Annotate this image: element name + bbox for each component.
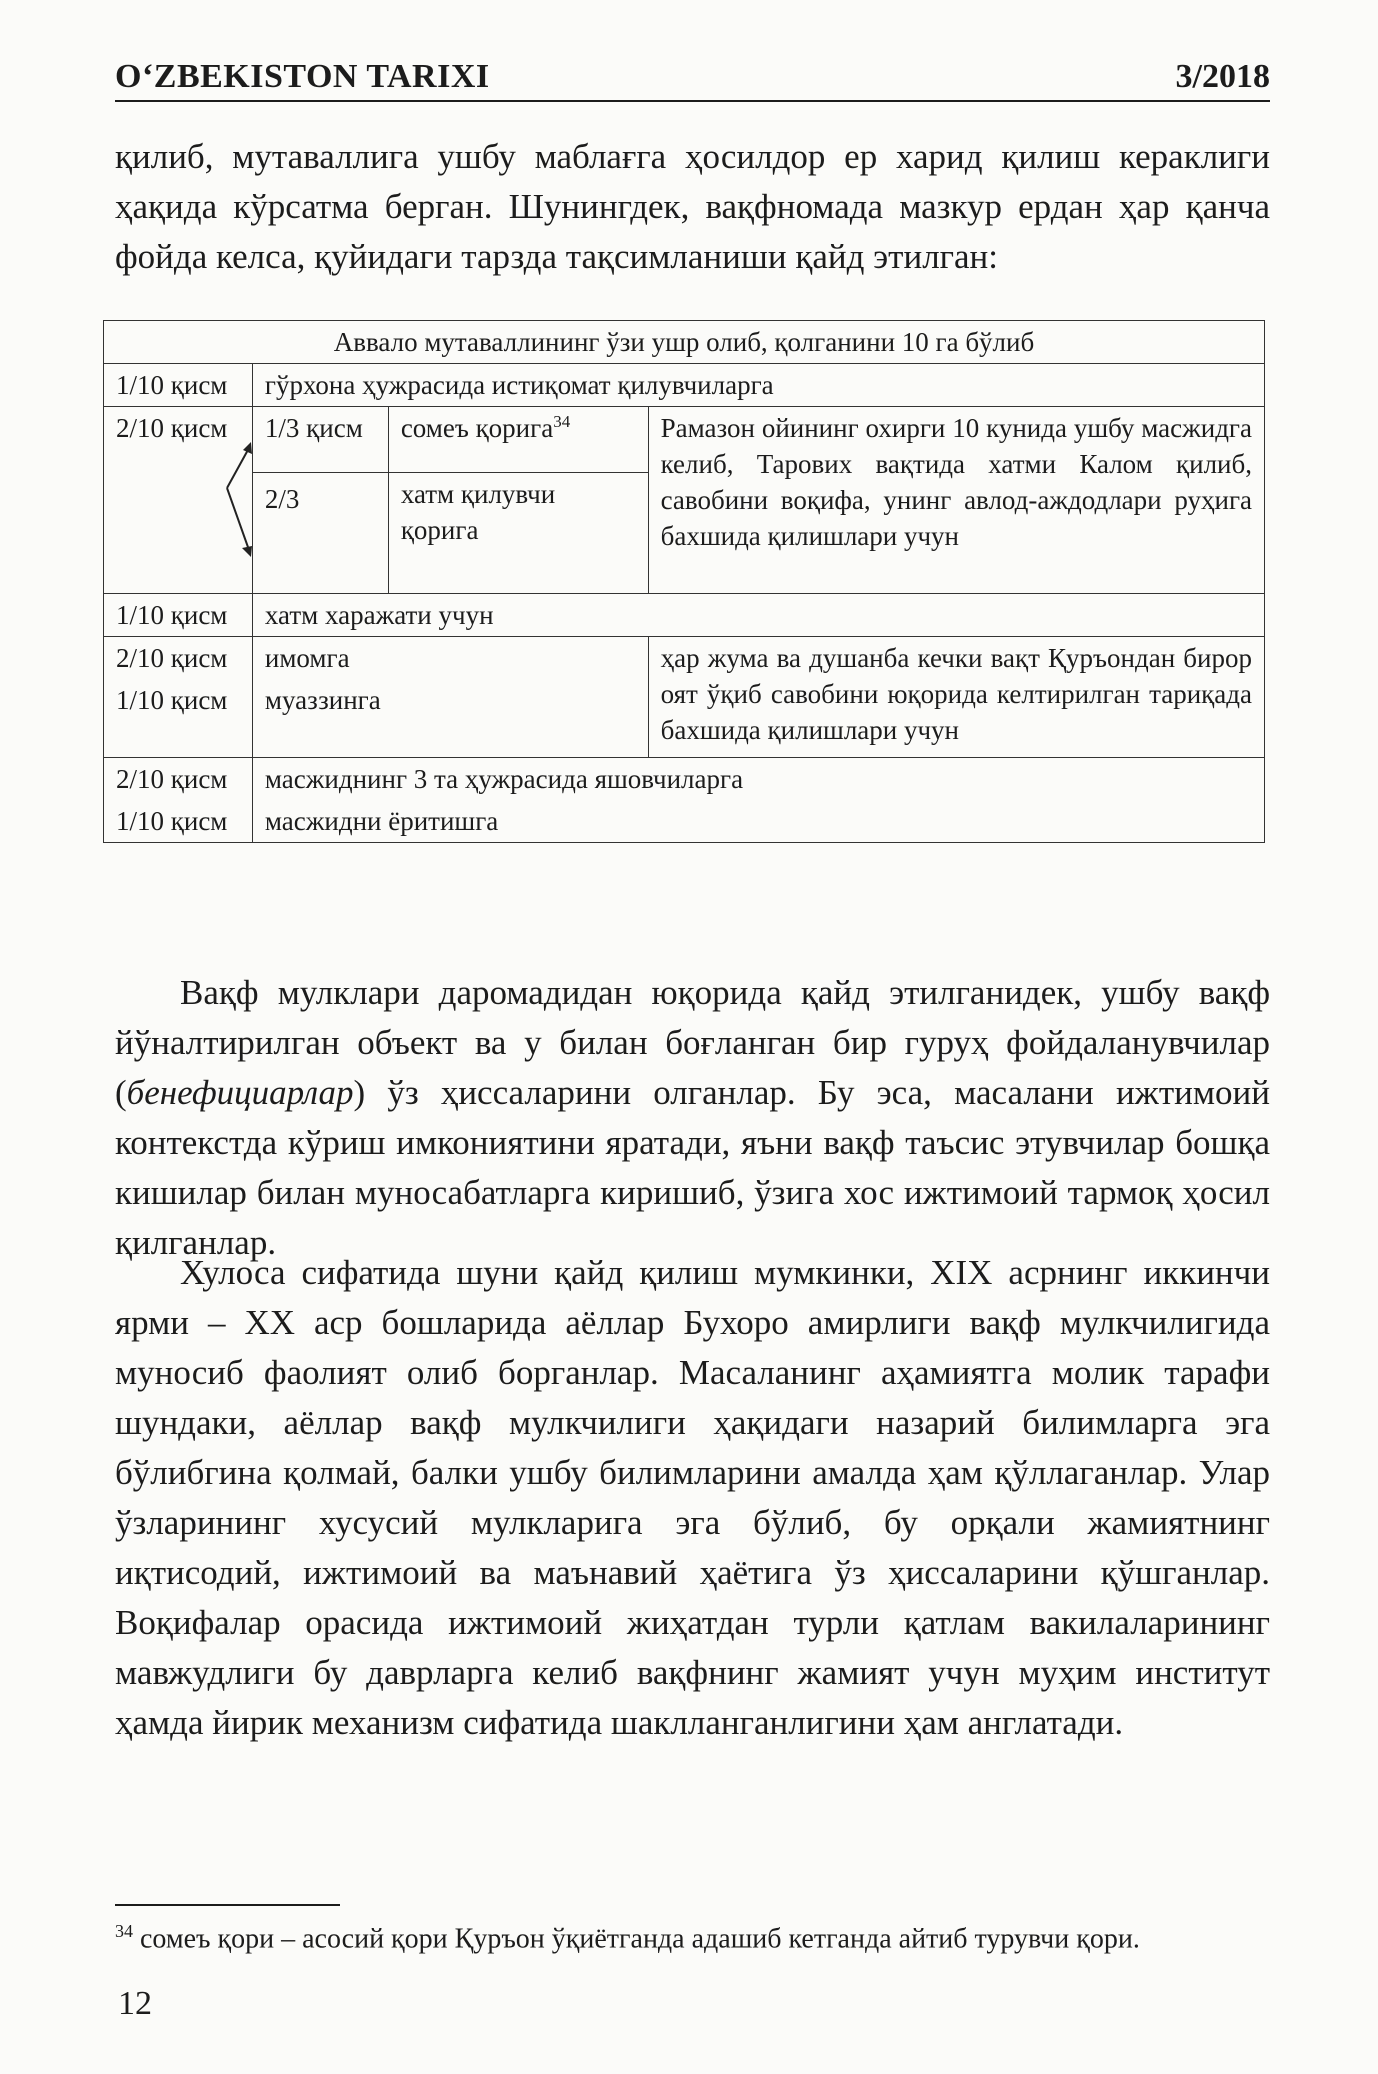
intro-paragraph: қилиб, мутаваллига ушбу маблағга ҳосилдор ер харид қилиш кераклиги ҳақида кўрсатма берган. Шунингдек, вақфномада мазкур ердан ҳар қанча фойда келса, қуйидаги тарзда тақсимланиши қайд этилган:: [115, 137, 1270, 276]
italic-term: бенефициарлар: [126, 1073, 354, 1112]
conclusion-paragraph: Хулоса сифатида шуни қайд қилиш мумкинки, XIX асрнинг иккинчи ярми – XX аср бошларида аёллар Бухоро амирлиги вақф мулкчилигида муносиб фаолият олиб борганлар. Масаланинг аҳамиятга молик тарафи шундаки, аёллар вақф мулкчилиги ҳақидаги назарий билимларга эга бўлибгина қолмай, балки ушбу билимларини амалда ҳам қўллаганлар. Улар ўзларининг хусусий мулкларига эга бўлиб, бу орқали жамиятнинг иқтисодий, ижтимоий ва маънавий ҳаётига ўз ҳиссаларини қўшганлар. Воқифалар орасида ижтимоий жиҳатдан турли қатлам вакилаларининг мавжудлиги бу даврларга келиб вақфнинг жамият учун муҳим институт ҳамда йирик механизм сифатида шаклланганлигини ҳам англатади.: [115, 1253, 1270, 1742]
recipient-cell: гўрхона ҳужрасида истиқомат қилувчиларга: [252, 364, 1264, 407]
sub-share-cell: 2/3: [252, 472, 388, 593]
footnote-divider: [115, 1904, 340, 1906]
running-header: [115, 48, 1270, 102]
share-cell: 2/10 қисм: [104, 758, 253, 801]
split-arrows-icon: [225, 440, 255, 560]
purpose-cell: ҳар жума ва душанба кечки вақт Қуръондан бирор оят ўқиб савобини юқорида келтирилган тариқада бахшида қилишлари учун: [648, 637, 1264, 758]
share-cell: 1/10 қисм: [104, 364, 253, 407]
page-number: 12: [118, 1985, 152, 2022]
sub-share-cell: 1/3 қисм: [252, 407, 388, 473]
table-row: [104, 594, 1265, 637]
purpose-cell: Рамазон ойининг охирги 10 кунида ушбу масжидга келиб, Тарових вақтида хатми Калом қилиб, савобини воқифа, унинг авлод-аждодлари руҳига бахшида қилишлари учун: [648, 407, 1264, 594]
recipient-cell: хатм қилувчи қорига: [388, 472, 648, 593]
recipient-cell: масжидни ёритишга: [252, 800, 1264, 843]
recipient-cell: [388, 407, 648, 473]
paragraph-text: Вақф мулклари даромадидан юқорида қайд этилганидек, ушбу вақф йўналтирилган объект ва у билан боғланган бир гуруҳ фойдаланувчилар (: [115, 973, 1270, 1112]
recipient-cell: имомга: [252, 637, 648, 680]
share-cell: 2/10 қисм: [104, 637, 253, 680]
recipient-cell: масжиднинг 3 та ҳужрасида яшовчиларга: [252, 758, 1264, 801]
table-row: [104, 637, 1265, 680]
table-row: [104, 407, 1265, 473]
issue-number: 3/2018: [1175, 58, 1270, 95]
body-paragraph-2: [115, 968, 1270, 1268]
table-row: [104, 800, 1265, 843]
footnote: [115, 1912, 1275, 1958]
paragraph-text: ) ўз ҳиссаларини олганлар. Бу эса, масалани ижтимоий контекстда кўриш имкониятини яратади, яъни вақф таъсис этувчилар бошқа кишилар билан муносабатларга киришиб, ўзига хос ижтимоий тармоқ ҳосил қилганлар.: [115, 1073, 1270, 1262]
footnote-number: 34: [115, 1921, 133, 1941]
footnote-ref: 34: [553, 412, 571, 431]
share-cell: 1/10 қисм: [104, 679, 253, 758]
table-title: Аввало мутаваллининг ўзи ушр олиб, қолганини 10 га бўлиб: [104, 321, 1265, 364]
footnote-text: сомеъ қори – асосий қори Қуръон ўқиётганда адашиб кетганда айтиб турувчи қори.: [140, 1923, 1140, 1955]
share-cell: 1/10 қисм: [104, 800, 253, 843]
recipient-cell: муаззинга: [252, 679, 648, 758]
waqf-distribution-table: [103, 320, 1265, 843]
recipient-text: сомеъ қорига: [400, 413, 554, 443]
share-cell: 2/10 қисм: [104, 407, 253, 594]
table-row: [104, 364, 1265, 407]
share-cell: 1/10 қисм: [104, 594, 253, 637]
journal-title: O‘ZBEKISTON TARIXI: [115, 58, 490, 95]
table-title-row: [104, 321, 1265, 364]
table-row: [104, 758, 1265, 801]
recipient-cell: хатм харажати учун: [252, 594, 1264, 637]
